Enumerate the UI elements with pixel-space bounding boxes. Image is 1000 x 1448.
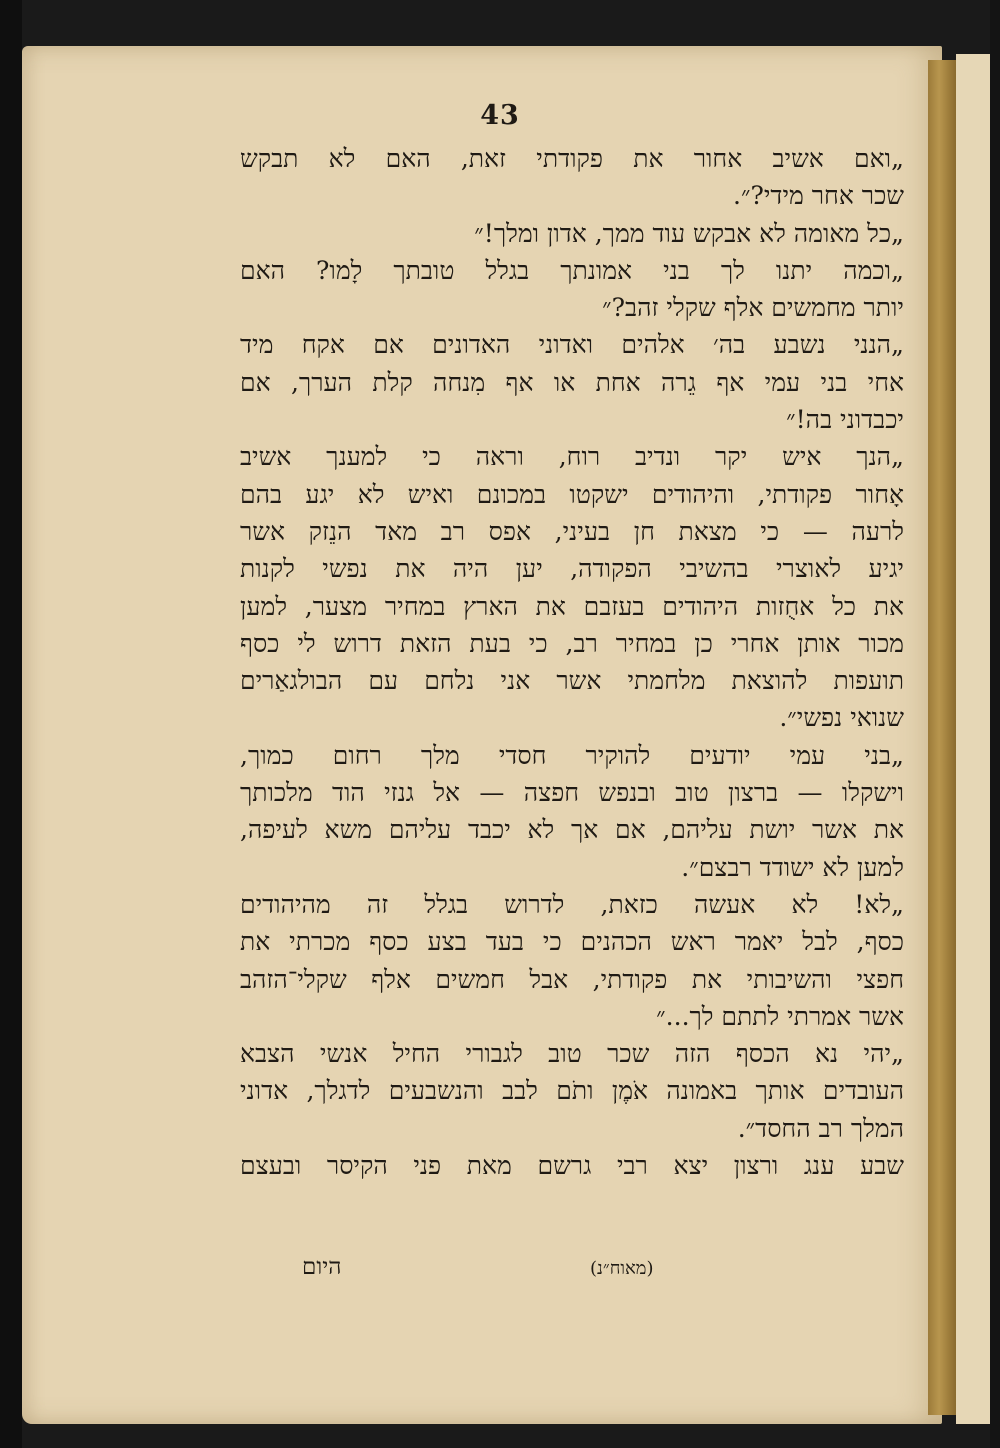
text-line: וישקלו — ברצון טוב ובנפש חפצה — אל גנזי הוד מלכותך (240, 778, 904, 808)
text-line: יגיע לאוצרי בהשיבי הפקודה, יען היה את נפשי לקנות (240, 554, 904, 584)
printer-signature: (מאוח״נ) (590, 1258, 654, 1279)
text-line: שבע ענג ורצון יצא רבי גרשם מאת פני הקיסר ובעצם (240, 1151, 904, 1181)
text-line: שכר אחר מידי?״. (733, 181, 904, 211)
text-line: המלך רב החסד״. (737, 1113, 904, 1143)
text-line: יותר מחמשים אלף שקלי זהב?״ (602, 293, 904, 323)
text-line: את אשר יושת עליהם, אם אך לא יכבד עליהם משא לעיפה, (240, 815, 904, 845)
text-line: „הנני נשבע בה׳ אלהים ואדוני האדונים אם אקח מיד (240, 330, 904, 360)
text-line: את כל אחֻזות היהודים בעזבם את הארץ במחיר מצער, למען (240, 591, 904, 621)
catchword: היום (302, 1254, 342, 1280)
text-line: „ואם אשיב אחור את פקודתי זאת, האם לא תבקש (240, 144, 904, 173)
text-line: העובדים אותך באמונה אֹמֶן ותֹם לבב והנשבעים לדגלך, אדוני (240, 1076, 904, 1106)
facing-page-edge (956, 54, 990, 1424)
text-line: אָחור פקודתי, והיהודים ישקטו במכונם ואיש לא יגע בהם (240, 479, 904, 509)
body-text (240, 140, 904, 1184)
text-line: „יהי נא הכסף הזה שכר טוב לגבורי החיל אנשי הצבא (240, 1039, 904, 1069)
page-footer (240, 1254, 904, 1290)
text-line: מכור אותן אחרי כן במחיר רב, כי בעת הזאת דרוש לי כסף (240, 628, 904, 658)
text-line: יכבדוני בה!״ (786, 405, 904, 435)
text-line: תועפות להוצאת מלחמתי אשר אני נלחם עם הבולגאַרים (240, 666, 904, 696)
text-line: לרעה — כי מצאת חן בעיני, אפס רב מאד הנֵזק אשר (240, 516, 904, 546)
text-line: „לא! לא אעשה כזאת, לדרוש בגלל זה מהיהודים (240, 889, 904, 919)
book-gutter-left (0, 0, 22, 1448)
text-line: „בני עמי יודעים להוקיר חסדי מלך רחום כמוך, (240, 740, 904, 770)
text-line: „וכמה יתנו לך בני אמונתך בגלל טובתך לָמו? האם (240, 255, 904, 285)
text-line: שנואי נפשי״. (779, 703, 904, 733)
text-line: „הנך איש יקר ונדיב רוח, וראה כי למענך אשיב (240, 442, 904, 472)
text-line: „כל מאומה לא אבקש עוד ממך, אדון ומלך!״ (474, 218, 904, 248)
text-line: למען לא ישודד רבצם״. (681, 852, 904, 882)
text-line: חפצי והשיבותי את פקודתי, אבל חמשים אלף שקלי־הזהב (240, 964, 904, 994)
book-spine (928, 60, 956, 1415)
text-line: אחי בני עמי אף גֵרה אחת או אף מִנחה קלת הערך, אם (240, 367, 904, 397)
page-number: 43 (480, 100, 520, 131)
text-line: כסף, לבל יאמר ראש הכהנים כי בעד בצע כסף מכרתי את (240, 927, 904, 957)
book-gutter-right (990, 0, 1000, 1448)
text-line: אשר אמרתי לתתם לך...״ (656, 1001, 904, 1031)
